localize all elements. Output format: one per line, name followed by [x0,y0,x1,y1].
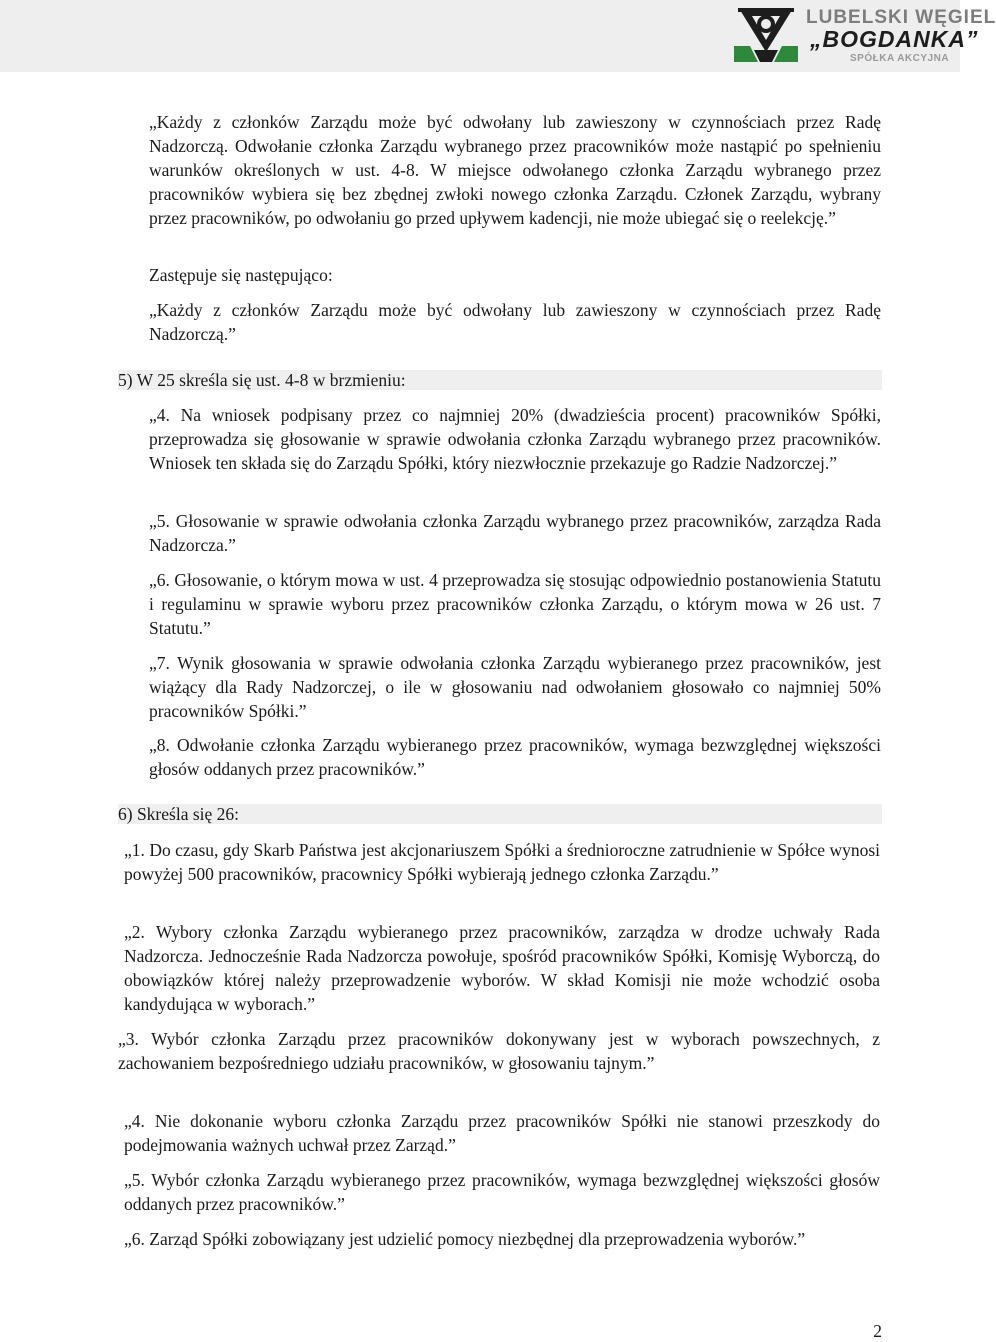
paragraph-replace-intro: Zastępuje się następująco: [149,265,333,285]
section-heading-6-text: 6) Skreśla się 26: [118,804,240,824]
mine-shaft-logo-icon [732,6,800,64]
list-item: „4. Na wniosek podpisany przez co najmniej 20% (dwadzieścia procent) pracowników Spółki, przeprowadza się głosowanie w sprawie odwołania członka Zarządu wybranego przez pracowników. Wniosek ten składa się do Zarządu Spółki, który niezwłocznie przekazuje go Radzie Nadzorczej.” [149,405,881,473]
list-item: „2. Wybory członka Zarządu wybieranego przez pracowników, zarządza w drodze uchwały Rada Nadzorcza. Jednocześnie Rada Nadzorcza powołuje, spośród pracowników Spółki, Komisję Wyborczą, do obowiązków której należy przeprowadzenie wyborów. W skład Komisji nie może wchodzić osoba kandydująca w wyborach.” [124,922,880,1014]
list-item: „8. Odwołanie członka Zarządu wybieranego przez pracowników, wymaga bezwzględnej większości głosów oddanych przez pracowników.” [149,735,881,779]
list-item: „4. Nie dokonanie wyboru członka Zarządu przez pracowników Spółki nie stanowi przeszkody do podejmowania ważnych uchwał przez Zarząd.” [124,1111,880,1155]
list-item: „1. Do czasu, gdy Skarb Państwa jest akcjonariuszem Spółki a średnioroczne zatrudnienie w Spółce wynosi powyżej 500 pracowników, pracownicy Spółki wybierają jednego członka Zarządu.” [124,840,880,884]
paragraph-quote-old: „Każdy z członków Zarządu może być odwołany lub zawieszony w czynnościach przez Radę Nadzorczą. Odwołanie członka Zarządu wybranego przez pracowników może nastąpić po spełnieniu warunków określonych w ust. 4-8. W miejsce odwołanego członka Zarządu wybranego przez pracowników wybiera się bez zbędnej zwłoki nowego członka Zarządu. Członek Zarządu, wybrany przez pracowników, po odwołaniu go przed upływem kadencji, nie może ubiegać się o reelekcję.” [149,112,881,228]
list-item: „6. Zarząd Spółki zobowiązany jest udzielić pomocy niezbędnej dla przeprowadzenia wyborów.” [124,1229,806,1249]
list-item: „6. Głosowanie, o którym mowa w ust. 4 przeprowadza się stosując odpowiednio postanowienia Statutu i regulaminu w sprawie wyboru przez pracowników członka Zarządu, o którym mowa w 26 ust. 7 Statutu.” [149,570,881,638]
list-item: „7. Wynik głosowania w sprawie odwołania członka Zarządu wybieranego przez pracowników, jest wiążący dla Rady Nadzorczej, o ile w głosowaniu nad odwołaniem głosowało co najmniej 50% pracowników Spółki.” [149,653,881,721]
list-item: „5. Głosowanie w sprawie odwołania członka Zarządu wybranego przez pracowników, zarządza Rada Nadzorcza.” [149,511,881,555]
section-heading-5 [118,370,882,390]
logo-line-2: „BOGDANKA” [810,26,979,52]
logo-line-1: LUBELSKI WĘGIEL [806,7,996,28]
company-logo [732,4,996,66]
list-item: „5. Wybór członka Zarządu wybieranego przez pracowników, wymaga bezwzględnej większości głosów oddanych przez pracowników.” [124,1170,880,1214]
logo-line-3: SPÓŁKA AKCYJNA [850,53,950,64]
section-heading-6 [118,804,882,824]
section-heading-5-text: 5) W 25 skreśla się ust. 4-8 w brzmieniu: [118,370,406,390]
list-item: „3. Wybór członka Zarządu przez pracowników dokonywany jest w wyborach powszechnych, z zachowaniem bezpośredniego udziału pracowników, w głosowaniu tajnym.” [118,1029,880,1073]
page-header [0,0,996,72]
paragraph-quote-new: „Każdy z członków Zarządu może być odwołany lub zawieszony w czynnościach przez Radę Nadzorczą.” [149,300,881,344]
page-number: 2 [873,1321,882,1341]
